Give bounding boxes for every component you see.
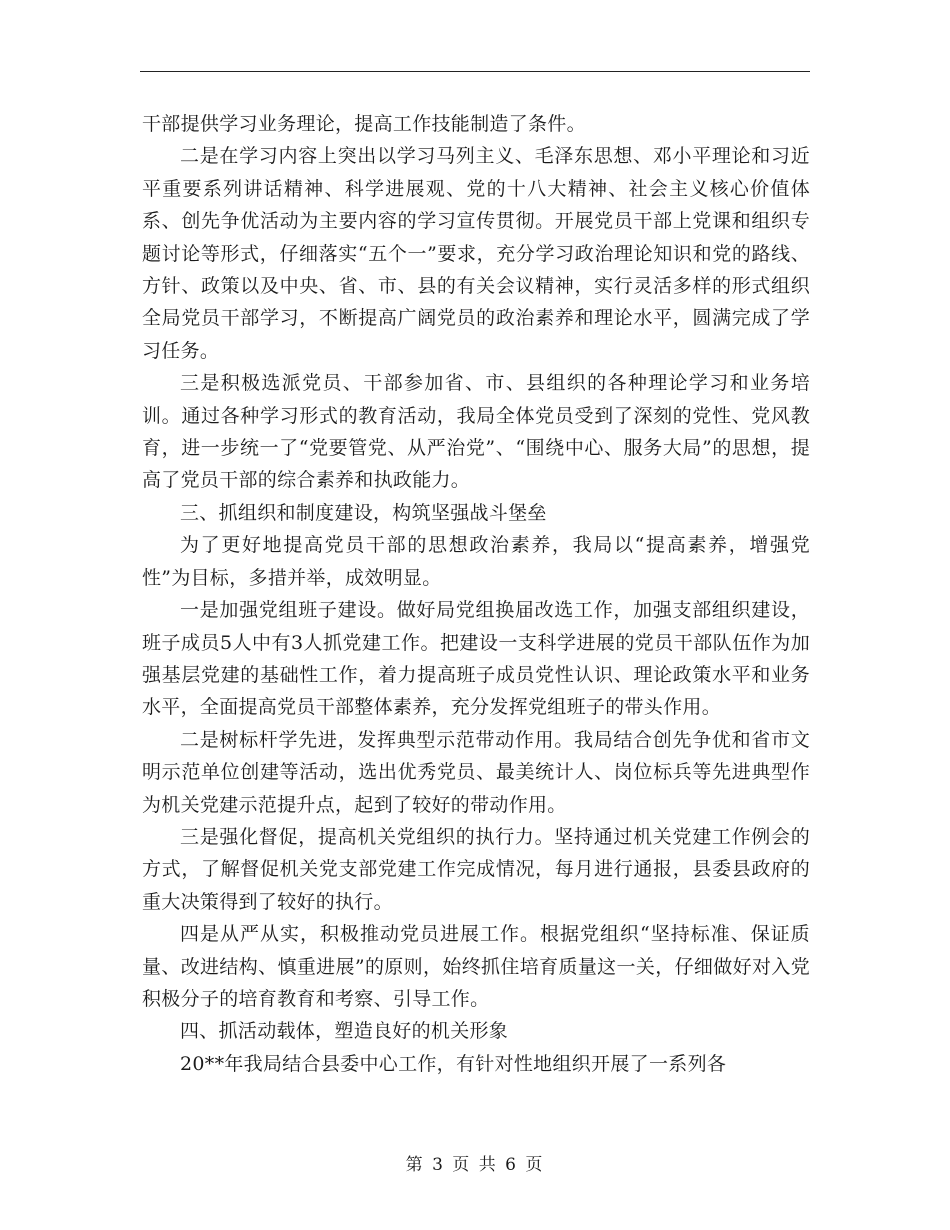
paragraph-3: 三是积极选派党员、干部参加省、市、县组织的各种理论学习和业务培训。通过各种学习形式的教育活动，我局全体党员受到了深刻的党性、党风教育，进一步统一了“党要管党、从严治党”、“围绕中心、服务大局”的思想，提高了党员干部的综合素养和执政能力。 xyxy=(142,372,810,492)
paragraph-6: 一是加强党组班子建设。做好局党组换届改选工作，加强支部组织建设，班子成员5人中有3人抓党建工作。把建设一支科学进展的党员干部队伍作为加强基层党建的基础性工作，着力提高班子成员党性认识、理论政策水平和业务水平，全面提高党员干部整体素养，充分发挥党组班子的带头作用。 xyxy=(142,599,810,719)
paragraph-11: 20**年我局结合县委中心工作，有针对性地组织开展了一系列各 xyxy=(180,1052,727,1075)
page-footer xyxy=(0,1150,950,1175)
paragraph-5: 为了更好地提高党员干部的思想政治素养，我局以“提高素养，增强党性”为目标，多措并举，成效明显。 xyxy=(142,534,810,589)
paragraph-7: 二是树标杆学先进，发挥典型示范带动作用。我局结合创先争优和省市文明示范单位创建等活动，选出优秀党员、最美统计人、岗位标兵等先进典型作为机关党建示范提升点，起到了较好的带动作用。 xyxy=(142,728,810,816)
paragraph-1: 干部提供学习业务理论，提高工作技能制造了条件。 xyxy=(142,113,586,135)
paragraph-9: 四是从严从实，积极推动党员进展工作。根据党组织“坚持标准、保证质量、改进结构、慎重进展”的原则，始终抓住培育质量这一关，仔细做好对入党积极分子的培育教育和考察、引导工作。 xyxy=(142,923,810,1010)
document-body xyxy=(142,108,810,1080)
header-rule xyxy=(140,71,810,72)
section-heading-3: 三、抓组织和制度建设，构筑坚强战斗堡垒 xyxy=(180,501,547,524)
paragraph-8: 三是强化督促，提高机关党组织的执行力。坚持通过机关党建工作例会的方式，了解督促机关党支部党建工作完成情况，每月进行通报，县委县政府的重大决策得到了较好的执行。 xyxy=(142,825,810,913)
paragraph-2: 二是在学习内容上突出以学习马列主义、毛泽东思想、邓小平理论和习近平重要系列讲话精神、科学进展观、党的十八大精神、社会主义核心价值体系、创先争优活动为主要内容的学习宣传贯彻。开展党员干部上党课和组织专题讨论等形式，仔细落实“五个一”要求，充分学习政治理论知识和党的路线、方针、政策以及中央、省、市、县的有关会议精神，实行灵活多样的形式组织全局党员干部学习，不断提高广阔党员的政治素养和理论水平，圆满完成了学习任务。 xyxy=(142,145,810,362)
section-heading-4: 四、抓活动载体，塑造良好的机关形象 xyxy=(180,1020,509,1043)
page-number-label: 第 3 页 共 6 页 xyxy=(405,1155,545,1175)
